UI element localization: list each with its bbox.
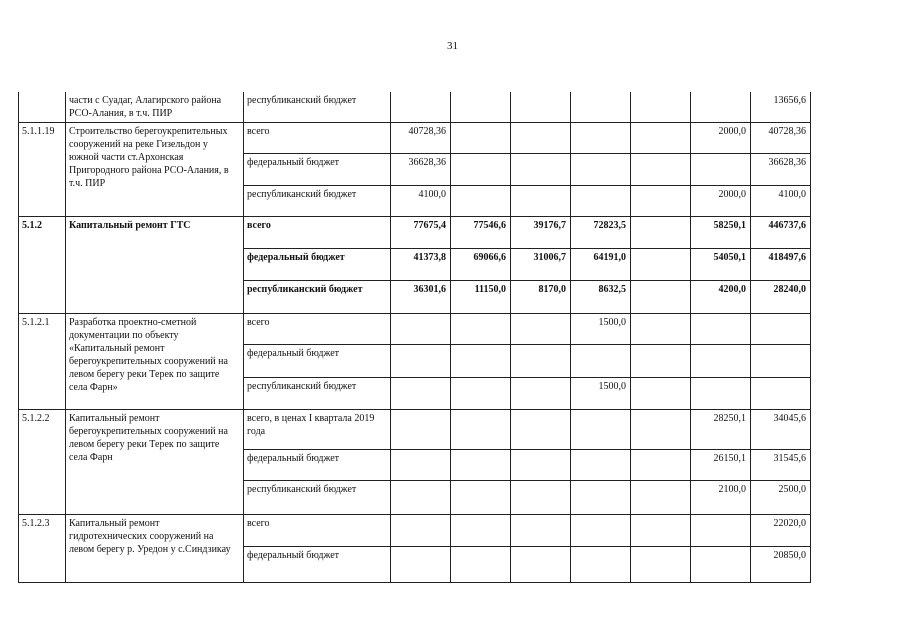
amount-cell bbox=[571, 410, 631, 450]
table-row bbox=[19, 314, 811, 345]
amount-cell bbox=[571, 345, 631, 378]
item-name: Капитальный ремонт гидротехнических сооружений на левом берегу р. Уредон у с.Синдзикау bbox=[66, 515, 244, 583]
amount-cell: 8632,5 bbox=[571, 281, 631, 314]
amount-cell bbox=[691, 515, 751, 547]
amount-cell bbox=[631, 217, 691, 249]
amount-cell bbox=[631, 345, 691, 378]
table-row bbox=[19, 217, 811, 249]
amount-cell bbox=[451, 481, 511, 515]
amount-cell bbox=[511, 186, 571, 217]
amount-cell bbox=[391, 410, 451, 450]
amount-cell: 8170,0 bbox=[511, 281, 571, 314]
amount-cell bbox=[631, 481, 691, 515]
amount-cell bbox=[511, 92, 571, 123]
amount-cell bbox=[451, 378, 511, 410]
funding-source: федеральный бюджет bbox=[244, 547, 391, 583]
amount-cell bbox=[451, 345, 511, 378]
amount-cell: 4200,0 bbox=[691, 281, 751, 314]
amount-cell bbox=[511, 450, 571, 481]
amount-cell: 20850,0 bbox=[751, 547, 811, 583]
amount-cell: 28240,0 bbox=[751, 281, 811, 314]
funding-source: республиканский бюджет bbox=[244, 92, 391, 123]
amount-cell bbox=[511, 410, 571, 450]
amount-cell: 64191,0 bbox=[571, 249, 631, 281]
amount-cell: 31545,6 bbox=[751, 450, 811, 481]
amount-cell bbox=[451, 314, 511, 345]
table-row bbox=[19, 92, 811, 123]
amount-cell: 34045,6 bbox=[751, 410, 811, 450]
amount-cell: 13656,6 bbox=[751, 92, 811, 123]
amount-cell bbox=[451, 186, 511, 217]
amount-cell bbox=[451, 547, 511, 583]
amount-cell: 26150,1 bbox=[691, 450, 751, 481]
item-name: Капитальный ремонт берегоукрепительных сооружений на левом берегу реки Терек по защите села Фарн bbox=[66, 410, 244, 515]
amount-cell bbox=[691, 154, 751, 186]
amount-cell: 2100,0 bbox=[691, 481, 751, 515]
amount-cell: 77675,4 bbox=[391, 217, 451, 249]
amount-cell bbox=[691, 378, 751, 410]
amount-cell bbox=[751, 314, 811, 345]
amount-cell bbox=[571, 186, 631, 217]
item-code bbox=[19, 92, 66, 123]
amount-cell bbox=[391, 515, 451, 547]
amount-cell bbox=[451, 515, 511, 547]
amount-cell bbox=[511, 154, 571, 186]
funding-source: республиканский бюджет bbox=[244, 186, 391, 217]
funding-source: всего, в ценах I квартала 2019 года bbox=[244, 410, 391, 450]
amount-cell bbox=[571, 515, 631, 547]
amount-cell bbox=[511, 515, 571, 547]
amount-cell bbox=[511, 547, 571, 583]
amount-cell bbox=[511, 314, 571, 345]
funding-source: всего bbox=[244, 314, 391, 345]
amount-cell bbox=[571, 154, 631, 186]
amount-cell: 1500,0 bbox=[571, 378, 631, 410]
amount-cell: 69066,6 bbox=[451, 249, 511, 281]
item-name: Капитальный ремонт ГТС bbox=[66, 217, 244, 314]
item-code: 5.1.2 bbox=[19, 217, 66, 314]
amount-cell bbox=[391, 92, 451, 123]
amount-cell: 28250,1 bbox=[691, 410, 751, 450]
funding-source: всего bbox=[244, 123, 391, 154]
amount-cell bbox=[571, 481, 631, 515]
amount-cell: 36628,36 bbox=[391, 154, 451, 186]
funding-source: всего bbox=[244, 515, 391, 547]
funding-source: федеральный бюджет bbox=[244, 154, 391, 186]
table-row bbox=[19, 515, 811, 547]
funding-source: республиканский бюджет bbox=[244, 281, 391, 314]
amount-cell bbox=[631, 281, 691, 314]
item-code: 5.1.2.2 bbox=[19, 410, 66, 515]
amount-cell bbox=[451, 410, 511, 450]
funding-source: федеральный бюджет bbox=[244, 345, 391, 378]
amount-cell: 446737,6 bbox=[751, 217, 811, 249]
amount-cell: 36301,6 bbox=[391, 281, 451, 314]
amount-cell: 58250,1 bbox=[691, 217, 751, 249]
budget-table bbox=[18, 92, 811, 583]
amount-cell: 36628,36 bbox=[751, 154, 811, 186]
amount-cell bbox=[631, 92, 691, 123]
amount-cell bbox=[751, 378, 811, 410]
table-row bbox=[19, 123, 811, 154]
amount-cell bbox=[571, 92, 631, 123]
amount-cell bbox=[691, 314, 751, 345]
amount-cell bbox=[631, 515, 691, 547]
amount-cell: 2000,0 bbox=[691, 123, 751, 154]
amount-cell bbox=[391, 378, 451, 410]
amount-cell bbox=[691, 345, 751, 378]
amount-cell bbox=[631, 547, 691, 583]
amount-cell bbox=[631, 249, 691, 281]
item-name: части с Суадаг, Алагирского района РСО-Алания, в т.ч. ПИР bbox=[66, 92, 244, 123]
amount-cell bbox=[631, 450, 691, 481]
table-body bbox=[19, 92, 811, 583]
amount-cell bbox=[391, 314, 451, 345]
item-code: 5.1.1.19 bbox=[19, 123, 66, 217]
amount-cell bbox=[511, 481, 571, 515]
amount-cell bbox=[751, 345, 811, 378]
amount-cell: 40728,36 bbox=[391, 123, 451, 154]
funding-source: федеральный бюджет bbox=[244, 249, 391, 281]
amount-cell bbox=[511, 123, 571, 154]
amount-cell bbox=[451, 154, 511, 186]
amount-cell bbox=[391, 450, 451, 481]
item-code: 5.1.2.1 bbox=[19, 314, 66, 410]
amount-cell: 41373,8 bbox=[391, 249, 451, 281]
amount-cell: 54050,1 bbox=[691, 249, 751, 281]
amount-cell bbox=[511, 345, 571, 378]
amount-cell bbox=[391, 345, 451, 378]
amount-cell bbox=[571, 547, 631, 583]
amount-cell: 22020,0 bbox=[751, 515, 811, 547]
amount-cell bbox=[631, 123, 691, 154]
amount-cell bbox=[451, 450, 511, 481]
amount-cell bbox=[511, 378, 571, 410]
amount-cell bbox=[631, 314, 691, 345]
amount-cell bbox=[451, 92, 511, 123]
amount-cell: 39176,7 bbox=[511, 217, 571, 249]
item-name: Разработка проектно-сметной документации по объекту «Капитальный ремонт берегоукрепительных сооружений на левом берегу реки Терек по защите села Фарн» bbox=[66, 314, 244, 410]
amount-cell bbox=[631, 410, 691, 450]
amount-cell: 77546,6 bbox=[451, 217, 511, 249]
amount-cell: 1500,0 bbox=[571, 314, 631, 345]
amount-cell bbox=[571, 450, 631, 481]
funding-source: республиканский бюджет bbox=[244, 378, 391, 410]
item-code: 5.1.2.3 bbox=[19, 515, 66, 583]
amount-cell: 31006,7 bbox=[511, 249, 571, 281]
amount-cell bbox=[631, 186, 691, 217]
amount-cell: 4100,0 bbox=[751, 186, 811, 217]
item-name: Строительство берегоукрепительных сооружений на реке Гизельдон у южной части ст.Архонская Пригородного района РСО-Алания, в т.ч. ПИР bbox=[66, 123, 244, 217]
amount-cell bbox=[391, 547, 451, 583]
funding-source: всего bbox=[244, 217, 391, 249]
funding-source: республиканский бюджет bbox=[244, 481, 391, 515]
amount-cell bbox=[451, 123, 511, 154]
amount-cell: 40728,36 bbox=[751, 123, 811, 154]
amount-cell bbox=[391, 481, 451, 515]
amount-cell: 2500,0 bbox=[751, 481, 811, 515]
amount-cell: 72823,5 bbox=[571, 217, 631, 249]
table-row bbox=[19, 410, 811, 450]
funding-source: федеральный бюджет bbox=[244, 450, 391, 481]
amount-cell bbox=[691, 547, 751, 583]
amount-cell: 4100,0 bbox=[391, 186, 451, 217]
amount-cell bbox=[631, 154, 691, 186]
amount-cell bbox=[571, 123, 631, 154]
amount-cell: 418497,6 bbox=[751, 249, 811, 281]
amount-cell bbox=[631, 378, 691, 410]
amount-cell bbox=[691, 92, 751, 123]
amount-cell: 11150,0 bbox=[451, 281, 511, 314]
page-number: 31 bbox=[447, 40, 458, 52]
amount-cell: 2000,0 bbox=[691, 186, 751, 217]
